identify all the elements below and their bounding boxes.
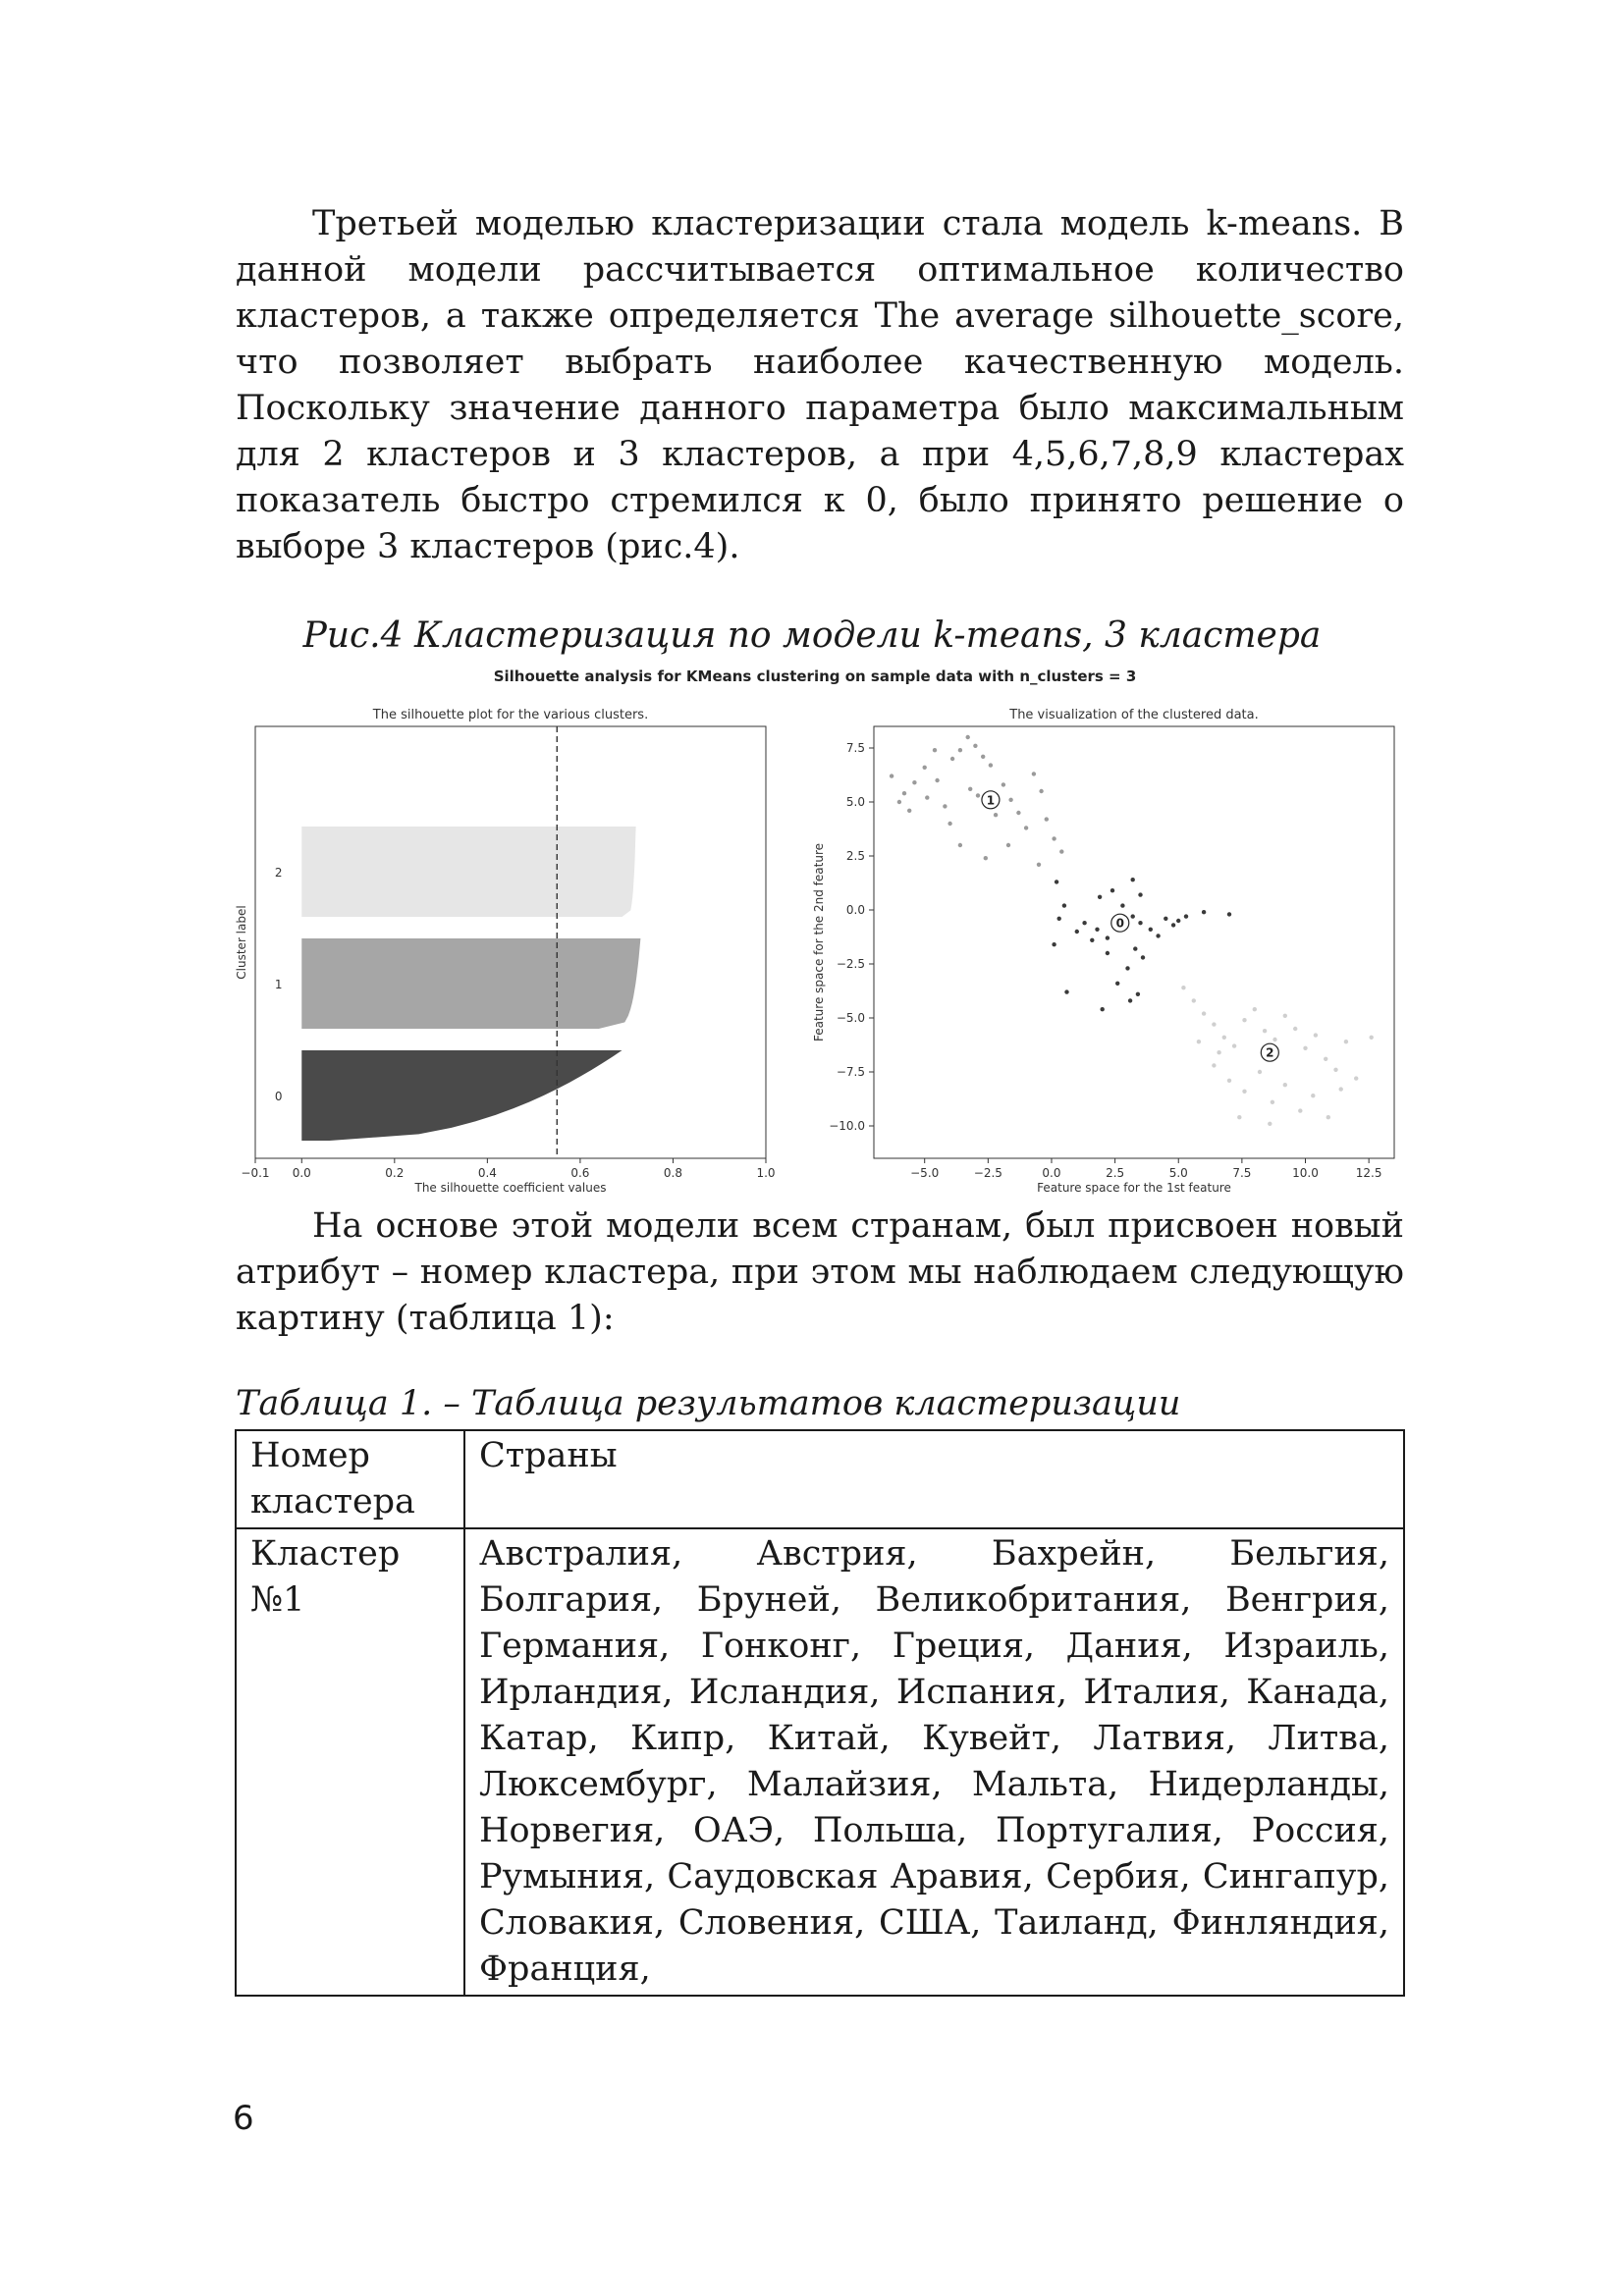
data-point-cluster-1 xyxy=(1037,863,1041,867)
data-point-cluster-2 xyxy=(1370,1036,1374,1040)
data-point-cluster-0 xyxy=(1131,914,1135,918)
table-row xyxy=(236,1528,1404,1996)
x-tick-label: 10.0 xyxy=(1292,1166,1319,1180)
silhouette-y-axis-label: Cluster label xyxy=(235,905,248,980)
cluster-label-2: 2 xyxy=(274,866,283,880)
data-point-cluster-0 xyxy=(1171,923,1175,927)
data-point-cluster-1 xyxy=(907,809,911,813)
data-point-cluster-0 xyxy=(1133,946,1137,950)
silhouette-plot-title: The silhouette plot for the various clusters. xyxy=(372,708,649,722)
data-point-cluster-2 xyxy=(1303,1046,1307,1050)
data-point-cluster-2 xyxy=(1272,1038,1276,1041)
cluster-center-label-2: 2 xyxy=(1266,1045,1274,1060)
data-point-cluster-2 xyxy=(1271,1100,1274,1104)
data-point-cluster-2 xyxy=(1263,1029,1267,1033)
x-tick-label: −5.0 xyxy=(910,1166,940,1180)
data-point-cluster-0 xyxy=(1184,914,1188,918)
data-point-cluster-1 xyxy=(890,774,893,777)
cell-countries: Австралия, Австрия, Бахрейн, Бельгия, Болгария, Бруней, Великобритания, Венгрия, Германия, Гонконг, Греция, Дания, Израиль, Ирландия, Исландия, Испания, Италия, Канада, Катар, Кипр, Китай, Кувейт, Латвия, Литва, Люксембург, Малайзия, Мальта, Нидерланды, Норвегия, ОАЭ, Польша, Португалия, Россия, Румыния, Саудовская Аравия, Сербия, Сингапур, Словакия, Словения, США, Таиланд, Финляндия, Франция, xyxy=(464,1528,1404,1996)
x-tick-label: −0.1 xyxy=(241,1166,270,1180)
y-tick-label: −2.5 xyxy=(836,957,865,971)
data-point-cluster-1 xyxy=(1024,826,1028,829)
x-tick-label: 0.4 xyxy=(477,1166,497,1180)
data-point-cluster-2 xyxy=(1217,1050,1220,1054)
data-point-cluster-2 xyxy=(1333,1068,1337,1072)
data-point-cluster-1 xyxy=(912,780,916,784)
data-point-cluster-0 xyxy=(1101,1007,1105,1011)
x-tick-label: 5.0 xyxy=(1168,1166,1188,1180)
data-point-cluster-1 xyxy=(1045,817,1049,821)
data-point-cluster-2 xyxy=(1283,1014,1287,1018)
data-point-cluster-0 xyxy=(1164,917,1167,921)
table-caption: Таблица 1. – Таблица результатов кластеризации xyxy=(236,1384,1181,1423)
data-point-cluster-1 xyxy=(1039,789,1043,793)
data-point-cluster-2 xyxy=(1181,986,1185,989)
data-point-cluster-2 xyxy=(1268,1122,1272,1126)
data-point-cluster-1 xyxy=(981,755,985,759)
data-point-cluster-2 xyxy=(1298,1108,1302,1112)
data-point-cluster-2 xyxy=(1212,1063,1216,1067)
data-point-cluster-0 xyxy=(1106,935,1110,939)
clustering-results-table xyxy=(235,1429,1405,1997)
data-point-cluster-1 xyxy=(923,766,927,770)
figure-kmeans-silhouette xyxy=(226,660,1404,1209)
data-point-cluster-1 xyxy=(935,778,939,782)
silhouette-band-cluster-1 xyxy=(301,938,640,1029)
data-point-cluster-1 xyxy=(947,822,951,826)
paragraph-cluster-attribute: На основе этой модели всем странам, был присвоен новый атрибут – номер кластера, при этом мы наблюдаем следующую картину (таблица 1): xyxy=(236,1206,1404,1338)
cell-cluster-name: Кластер №1 xyxy=(236,1528,464,1996)
data-point-cluster-1 xyxy=(994,813,998,817)
y-tick-label: 5.0 xyxy=(845,795,865,809)
data-point-cluster-0 xyxy=(1115,982,1119,986)
x-tick-label: 2.5 xyxy=(1106,1166,1125,1180)
data-point-cluster-0 xyxy=(1125,966,1129,970)
data-point-cluster-2 xyxy=(1324,1057,1327,1061)
figure-caption: Рис.4 Кластеризация по модели k-means, 3 кластера xyxy=(302,615,1322,656)
scatter-plot-title: The visualization of the clustered data. xyxy=(1009,708,1259,722)
data-point-cluster-2 xyxy=(1222,1036,1226,1040)
data-point-cluster-2 xyxy=(1232,1043,1236,1047)
x-tick-label: 0.0 xyxy=(1042,1166,1061,1180)
data-point-cluster-1 xyxy=(976,793,980,797)
figure-svg xyxy=(226,660,1404,1209)
data-point-cluster-0 xyxy=(1227,912,1231,916)
data-point-cluster-1 xyxy=(968,787,972,791)
y-tick-label: 7.5 xyxy=(845,741,865,755)
data-point-cluster-1 xyxy=(1001,782,1005,786)
data-point-cluster-1 xyxy=(966,735,970,739)
scatter-y-axis-label: Feature space for the 2nd feature xyxy=(812,843,826,1041)
scatter-x-axis-label: Feature space for the 1st feature xyxy=(1037,1181,1231,1195)
data-point-cluster-2 xyxy=(1326,1115,1330,1119)
data-point-cluster-1 xyxy=(958,748,962,752)
data-point-cluster-1 xyxy=(958,843,962,847)
silhouette-x-axis-label: The silhouette coefficient values xyxy=(414,1181,607,1195)
scatter-axes-frame xyxy=(874,726,1394,1158)
data-point-cluster-2 xyxy=(1354,1076,1358,1080)
x-tick-label: 0.0 xyxy=(292,1166,311,1180)
x-tick-label: 0.8 xyxy=(663,1166,683,1180)
cluster-center-label-1: 1 xyxy=(986,793,996,808)
data-point-cluster-2 xyxy=(1344,1040,1348,1043)
data-point-cluster-1 xyxy=(1032,772,1036,775)
data-point-cluster-2 xyxy=(1242,1090,1246,1094)
data-point-cluster-1 xyxy=(1008,798,1012,802)
data-point-cluster-0 xyxy=(1064,989,1068,993)
figure-suptitle: Silhouette analysis for KMeans clustering on sample data with n_clusters = 3 xyxy=(493,667,1137,685)
y-tick-label: −5.0 xyxy=(836,1011,865,1025)
data-point-cluster-1 xyxy=(925,795,929,799)
cluster-label-1: 1 xyxy=(274,978,283,991)
data-point-cluster-2 xyxy=(1202,1011,1206,1015)
x-tick-label: −2.5 xyxy=(973,1166,1002,1180)
page-number: 6 xyxy=(233,2099,254,2138)
data-point-cluster-1 xyxy=(1016,811,1020,815)
data-point-cluster-2 xyxy=(1192,998,1196,1002)
data-point-cluster-2 xyxy=(1293,1027,1297,1031)
data-point-cluster-0 xyxy=(1052,942,1056,946)
data-point-cluster-2 xyxy=(1311,1094,1315,1097)
data-point-cluster-1 xyxy=(943,804,947,808)
y-tick-label: 2.5 xyxy=(845,849,865,863)
data-point-cluster-0 xyxy=(1110,888,1114,892)
y-tick-label: −10.0 xyxy=(829,1119,865,1133)
data-point-cluster-0 xyxy=(1095,928,1099,932)
data-point-cluster-2 xyxy=(1253,1007,1257,1011)
cluster-scatter-plot xyxy=(812,708,1394,1195)
silhouette-band-cluster-2 xyxy=(301,827,635,917)
data-point-cluster-1 xyxy=(973,744,977,748)
data-point-cluster-1 xyxy=(1052,836,1056,840)
data-point-cluster-0 xyxy=(1120,903,1124,907)
silhouette-plot xyxy=(235,708,776,1195)
y-tick-label: 0.0 xyxy=(845,903,865,917)
data-point-cluster-0 xyxy=(1082,921,1086,925)
data-point-cluster-2 xyxy=(1237,1115,1241,1119)
data-point-cluster-2 xyxy=(1242,1018,1246,1022)
data-point-cluster-0 xyxy=(1090,938,1094,942)
data-point-cluster-2 xyxy=(1314,1033,1318,1037)
header-cluster-number: Номер кластера xyxy=(236,1430,464,1528)
data-point-cluster-2 xyxy=(1339,1087,1343,1091)
cluster-label-0: 0 xyxy=(274,1090,283,1103)
data-point-cluster-1 xyxy=(1059,849,1063,853)
data-point-cluster-0 xyxy=(1138,892,1142,896)
data-point-cluster-0 xyxy=(1098,895,1102,899)
data-point-cluster-0 xyxy=(1176,919,1180,923)
silhouette-band-cluster-0 xyxy=(301,1050,622,1141)
x-tick-label: 1.0 xyxy=(756,1166,776,1180)
data-point-cluster-0 xyxy=(1202,910,1206,914)
data-point-cluster-2 xyxy=(1283,1083,1287,1087)
data-point-cluster-1 xyxy=(933,748,937,752)
x-tick-label: 0.2 xyxy=(385,1166,405,1180)
data-point-cluster-0 xyxy=(1141,955,1145,959)
cluster-center-label-0: 0 xyxy=(1115,916,1124,931)
x-tick-label: 7.5 xyxy=(1232,1166,1252,1180)
data-point-cluster-0 xyxy=(1128,998,1132,1002)
data-point-cluster-0 xyxy=(1156,934,1160,937)
paragraph-kmeans-intro: Третьей моделью кластеризации стала модель k-means. В данной модели рассчитывается оптимальное количество кластеров, а также определяется The average silhouette_score, что позволяет выбрать наиболее качественную модель. Поскольку значение данного параметра было максимальным для 2 кластеров и 3 кластеров, а при 4,5,6,7,8,9 кластерах показатель быстро стремился к 0, было принято решение о выборе 3 кластеров (рис.4). xyxy=(236,204,1404,566)
data-point-cluster-0 xyxy=(1106,951,1110,955)
y-tick-label: −7.5 xyxy=(836,1065,865,1079)
data-point-cluster-0 xyxy=(1149,928,1153,932)
x-tick-label: 0.6 xyxy=(570,1166,590,1180)
data-point-cluster-0 xyxy=(1055,880,1058,883)
data-point-cluster-1 xyxy=(950,757,954,761)
data-point-cluster-2 xyxy=(1212,1022,1216,1026)
data-point-cluster-1 xyxy=(984,856,988,860)
data-point-cluster-1 xyxy=(897,800,901,804)
x-tick-label: 12.5 xyxy=(1355,1166,1382,1180)
data-point-cluster-0 xyxy=(1138,921,1142,925)
data-point-cluster-0 xyxy=(1136,992,1140,996)
data-point-cluster-1 xyxy=(989,763,993,767)
data-point-cluster-0 xyxy=(1131,878,1135,881)
data-point-cluster-2 xyxy=(1227,1079,1231,1083)
data-point-cluster-2 xyxy=(1197,1040,1201,1043)
data-point-cluster-1 xyxy=(1006,843,1010,847)
header-countries: Страны xyxy=(464,1430,1404,1528)
data-point-cluster-1 xyxy=(902,791,906,795)
data-point-cluster-0 xyxy=(1057,917,1061,921)
table-header-row xyxy=(236,1430,1404,1528)
data-point-cluster-0 xyxy=(1075,930,1079,934)
data-point-cluster-2 xyxy=(1258,1070,1262,1074)
data-point-cluster-0 xyxy=(1062,903,1066,907)
